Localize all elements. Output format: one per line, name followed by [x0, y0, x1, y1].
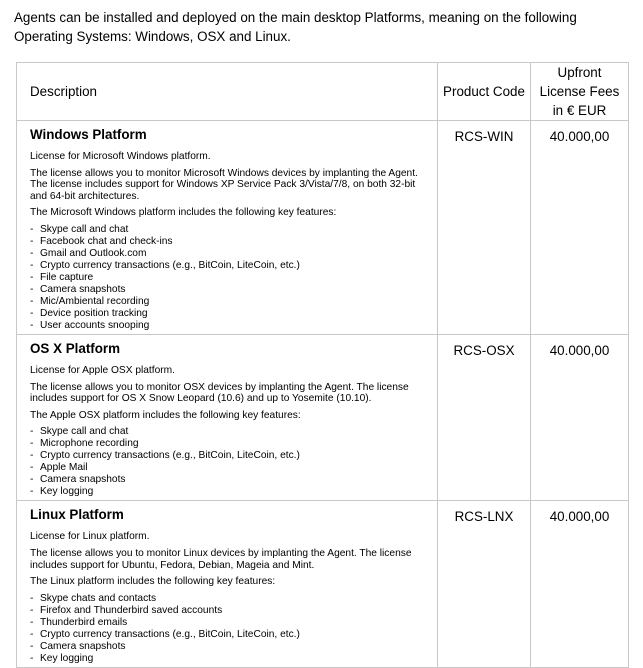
support-text: The license allows you to monitor OSX devices by implanting the Agent. The license includes support for OS X Snow Leopard (10.6) and up to Yosemite (10.10).	[30, 381, 409, 405]
product-code-cell: RCS-WIN	[438, 121, 531, 335]
product-code-cell: RCS-LNX	[438, 501, 531, 667]
feature-item: - Device position tracking	[30, 308, 431, 320]
feature-item: - Skype chats and contacts	[30, 593, 431, 605]
feature-item: - File capture	[30, 272, 431, 284]
feature-item: - User accounts snooping	[30, 320, 431, 332]
header-description: Description	[17, 63, 438, 121]
license-fee-cell: 40.000,00	[531, 501, 629, 667]
table-header-row	[17, 63, 629, 121]
description-cell	[17, 501, 438, 667]
features-intro: The Linux platform includes the following key features:	[30, 576, 276, 588]
feature-item: - Apple Mail	[30, 462, 431, 474]
feature-item: - Crypto currency transactions (e.g., BitCoin, LiteCoin, etc.)	[30, 450, 431, 462]
feature-list	[30, 426, 431, 498]
feature-item: - Crypto currency transactions (e.g., BitCoin, LiteCoin, etc.)	[30, 629, 431, 641]
platform-title: Windows Platform	[30, 127, 147, 142]
product-code-cell: RCS-OSX	[438, 334, 531, 500]
license-text: License for Apple OSX platform.	[30, 364, 175, 376]
feature-item: - Camera snapshots	[30, 284, 431, 296]
header-license-fees	[531, 63, 629, 121]
feature-item: - Key logging	[30, 653, 431, 665]
feature-item: - Crypto currency transactions (e.g., BitCoin, LiteCoin, etc.)	[30, 260, 431, 272]
feature-item: - Mic/Ambiental recording	[30, 296, 431, 308]
license-text: License for Linux platform.	[30, 531, 150, 543]
features-intro: The Apple OSX platform includes the following key features:	[30, 409, 301, 421]
feature-item: - Thunderbird emails	[30, 617, 431, 629]
feature-item: - Facebook chat and check-ins	[30, 236, 431, 248]
intro-paragraph: Agents can be installed and deployed on the main desktop Platforms, meaning on the following Operating Systems: Windows, OSX and Linux.	[14, 10, 577, 44]
header-fees-line3: in € EUR	[552, 103, 607, 118]
table-row-windows	[17, 121, 629, 335]
feature-item: - Firefox and Thunderbird saved accounts	[30, 605, 431, 617]
feature-item: - Skype call and chat	[30, 426, 431, 438]
feature-list	[30, 593, 431, 665]
license-fee-cell: 40.000,00	[531, 121, 629, 335]
feature-item: - Camera snapshots	[30, 641, 431, 653]
features-intro: The Microsoft Windows platform includes the following key features:	[30, 207, 337, 219]
platform-title: Linux Platform	[30, 507, 124, 523]
license-fee-cell: 40.000,00	[531, 334, 629, 500]
feature-item: - Key logging	[30, 486, 431, 498]
feature-item: - Microphone recording	[30, 438, 431, 450]
platform-title: OS X Platform	[30, 340, 121, 356]
license-text: License for Microsoft Windows platform.	[30, 151, 211, 162]
header-product-code: Product Code	[438, 63, 531, 121]
description-cell	[17, 334, 438, 500]
table-row-linux	[17, 501, 629, 667]
table-row-osx	[17, 334, 629, 500]
support-text: The license allows you to monitor Linux devices by implanting the Agent. The license includes support for Ubuntu, Fedora, Debian, Mageia and Mint.	[30, 547, 412, 571]
header-fees-line2: License Fees	[539, 84, 620, 99]
feature-item: - Skype call and chat	[30, 224, 431, 236]
feature-item: - Camera snapshots	[30, 474, 431, 486]
description-cell	[17, 121, 438, 335]
support-text: The license allows you to monitor Microsoft Windows devices by implanting the Agent. The license includes support for Windows XP Service Pack 3/Vista/7/8, on both 32-bit and 64-bit architectures.	[30, 167, 418, 202]
feature-item: - Gmail and Outlook.com	[30, 248, 431, 260]
header-fees-line1: Upfront	[557, 65, 602, 80]
pricing-table	[16, 62, 629, 668]
feature-list	[30, 224, 431, 332]
